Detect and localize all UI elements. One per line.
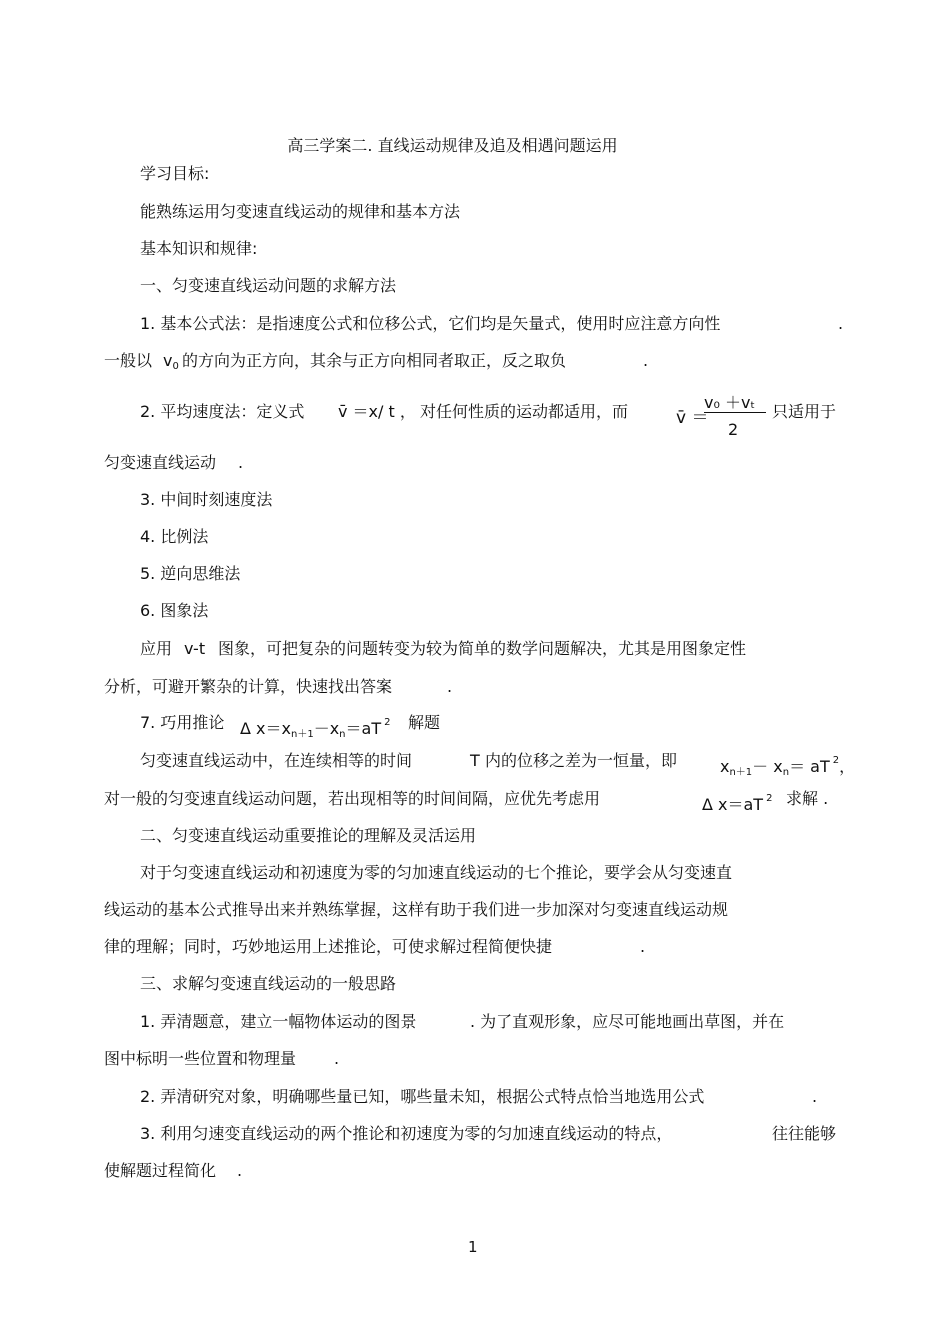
method2-text-a: 2. 平均速度法：定义式 (140, 402, 305, 421)
section1-heading: 一、匀变速直线运动问题的求解方法 (140, 276, 397, 295)
objective-text: 能熟练运用匀变速直线运动的规律和基本方法 (140, 202, 461, 221)
step1-line2: 图中标明一些位置和物理量 (104, 1049, 297, 1068)
method7-heading-tail: 解题 (408, 713, 441, 732)
method6: 6. 图象法 (140, 601, 209, 620)
method1-line2-b: 的方向为正方向，其余与正方向相同者取正，反之取负 (182, 351, 567, 370)
section2-para-line3: 律的理解；同时，巧妙地运用上述推论，可使求解过程简便快捷 (104, 937, 553, 956)
step1-text-b: . 为了直观形象，应尽可能地画出草图，并在 (470, 1012, 785, 1031)
method2-text-b: 对任何性质的运动都适用，而 (420, 402, 629, 421)
step2-text: 2. 弄清研究对象，明确哪些量已知，哪些量未知，根据公式特点恰当地选用公式 (140, 1087, 705, 1106)
step1-line2-period: . (334, 1049, 340, 1068)
method1-line1-period: . (838, 314, 844, 333)
objectives-heading: 学习目标: (140, 164, 210, 183)
fraction-lhs: v̄ ＝ (676, 408, 709, 428)
step3-line2-period: . (237, 1161, 243, 1180)
method6-line2: 分析，可避开繁杂的计算，快速找出答案 (104, 677, 393, 696)
step2-period: . (812, 1087, 818, 1106)
method4: 4. 比例法 (140, 527, 209, 546)
method2-formula: v̄ ＝x/ t ， (338, 402, 416, 421)
step3-text-a: 3. 利用匀速变直线运动的两个推论和初速度为零的匀加速直线运动的特点， (140, 1124, 673, 1143)
page-number: 1 (468, 1238, 478, 1256)
method6-text-b: 图象，可把复杂的问题转变为较为简单的数学问题解决，尤其是用图象定性 (218, 639, 747, 658)
method7-text-formula: $x_{n+1}- x_n=$ aT $^2$， (720, 755, 856, 778)
method2-text-c: 只适用于 (772, 402, 837, 421)
fraction-denominator: 2 (728, 420, 739, 439)
method1-line2-v: $v_0$ (163, 351, 179, 372)
method6-text-vt: v-t (184, 639, 206, 658)
method6-text-a: 应用 (140, 639, 173, 658)
fraction-numerator: v₀ ＋vₜ (704, 393, 756, 412)
section2-para-line2: 线运动的基本公式推导出来并熟练掌握，这样有助于我们进一步加深对匀变速直线运动规 (104, 900, 729, 919)
method1-line1: 1. 基本公式法：是指速度公式和位移公式，它们均是矢量式，使用时应注意方向性 (140, 314, 721, 333)
method1-line2-period: . (643, 351, 649, 370)
method7-line2-a: 对一般的匀变速直线运动问题，若出现相等的时间间隔，应优先考虑用 (104, 789, 601, 808)
step3-text-b: 往往能够 (772, 1124, 837, 1143)
section2-para-line1: 对于匀变速直线运动和初速度为零的匀加速直线运动的七个推论，要学会从匀变速直 (140, 863, 733, 882)
method1-line2-a: 一般以 (104, 351, 153, 370)
method7-line2-formula: Δ x＝aT $^2$ (702, 793, 773, 814)
method2-line2-period: . (238, 453, 244, 472)
method7-line2-b: 求解 . (786, 789, 829, 808)
section2-heading: 二、匀变速直线运动重要推论的理解及灵活运用 (140, 826, 477, 845)
section2-para-line3-period: . (640, 937, 646, 956)
method7-text-T: T (470, 751, 480, 770)
method6-line2-period: . (447, 677, 453, 696)
method7-formula: Δ $x=x_{n+1}-x_n=aT$ $^2$ (240, 717, 391, 740)
method7-heading: 7. 巧用推论 (140, 713, 225, 732)
method2-line2: 匀变速直线运动 (104, 453, 217, 472)
basics-heading: 基本知识和规律: (140, 239, 258, 258)
step3-line2: 使解题过程简化 (104, 1161, 217, 1180)
fraction-bar (704, 412, 766, 413)
method3: 3. 中间时刻速度法 (140, 490, 273, 509)
method5: 5. 逆向思维法 (140, 564, 241, 583)
page-title: 高三学案二. 直线运动规律及追及相遇问题运用 (287, 136, 618, 155)
step1-text-a: 1. 弄清题意，建立一幅物体运动的图景 (140, 1012, 417, 1031)
method7-text-b: 内的位移之差为一恒量，即 (485, 751, 678, 770)
method7-text-a: 匀变速直线运动中，在连续相等的时间 (140, 751, 413, 770)
section3-heading: 三、求解匀变速直线运动的一般思路 (140, 974, 397, 993)
